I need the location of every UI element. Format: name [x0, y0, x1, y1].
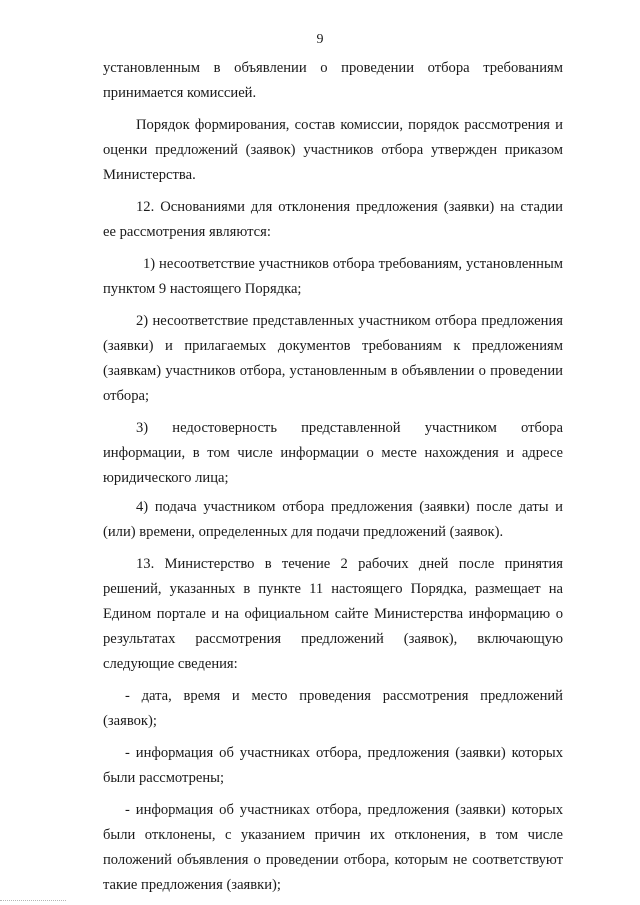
paragraph-commission-order: Порядок формирования, состав комиссии, порядок рассмотрения и оценки предложений (заявок) участников отбора утвержден приказом Министерства. [103, 117, 563, 183]
footer-divider [0, 900, 66, 902]
dash-item-reviewed: - информация об участниках отбора, предложения (заявки) которых были рассмотрены; [103, 745, 563, 786]
list-item-1: 1) несоответствие участников отбора требованиям, установленным пунктом 9 настоящего Порядка; [103, 256, 563, 297]
list-item-3: 3) недостоверность представленной участником отбора информации, в том числе информации о месте нахождения и адресе юридического лица; [103, 420, 563, 486]
page-number: 9 [316, 32, 324, 47]
list-item-4: 4) подача участником отбора предложения (заявки) после даты и (или) времени, определенных для подачи предложений (заявок). [103, 499, 563, 540]
paragraph-13: 13. Министерство в течение 2 рабочих дней после принятия решений, указанных в пункте 11 настоящего Порядка, размещает на Едином портале и на официальном сайте Министерства информацию о результатах рассмотрения предложений (заявок), включающую следующие сведения: [103, 556, 563, 672]
list-item-2: 2) несоответствие представленных участником отбора предложения (заявки) и прилагаемых документов требованиям к предложениям (заявкам) участников отбора, установленным в объявлении о проведении отбора; [103, 313, 563, 404]
paragraph-continuation: установленным в объявлении о проведении отбора требованиям принимается комиссией. [103, 60, 563, 101]
paragraph-12-heading: 12. Основаниями для отклонения предложения (заявки) на стадии ее рассмотрения являются: [103, 199, 563, 240]
dash-item-date-time: - дата, время и место проведения рассмотрения предложений (заявок); [103, 688, 563, 729]
dash-item-rejected: - информация об участниках отбора, предложения (заявки) которых были отклонены, с указанием причин их отклонения, в том числе положений объявления о проведении отбора, которым не соответствуют такие предложения (заявки); [103, 802, 563, 893]
document-body [103, 56, 563, 898]
